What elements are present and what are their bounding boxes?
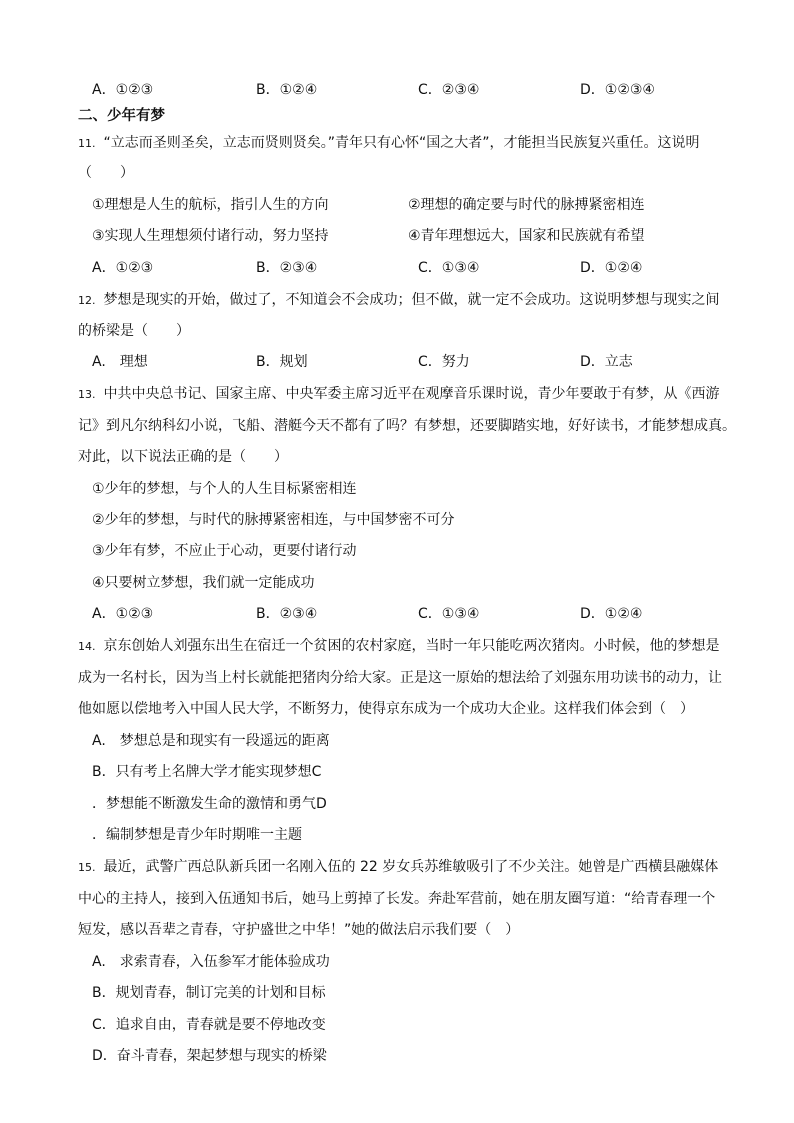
question-13-statement-1: ①少年的梦想，与个人的人生目标紧密相连 bbox=[92, 481, 357, 497]
question-15-option-d[interactable]: D．奋斗青春，架起梦想与现实的桥梁 bbox=[92, 1048, 327, 1064]
question-14-option-d[interactable]: ．编制梦想是青少年时期唯一主题 bbox=[92, 827, 302, 843]
section-title: 二、少年有梦 bbox=[78, 108, 165, 124]
question-12-option-c[interactable]: C．努力 bbox=[418, 354, 470, 370]
question-14-option-b[interactable]: B．只有考上名牌大学才能实现梦想C bbox=[92, 764, 322, 780]
question-11-statement-1: ①理想是人生的航标，指引人生的方向 bbox=[92, 197, 329, 213]
question-11-statement-4: ④青年理想远大，国家和民族就有希望 bbox=[408, 228, 645, 244]
question-15-line2: 中心的主持人，接到入伍通知书后，她马上剪掉了长发。奔赴军营前，她在朋友圈写道：“给青春理一个 bbox=[78, 891, 716, 907]
question-12-number: 12. bbox=[78, 294, 96, 307]
prev-option-a[interactable]: A．①②③ bbox=[92, 82, 154, 98]
question-14-line3: 他如愿以偿地考入中国人民大学，不断努力，使得京东成为一个成功大企业。这样我们体会到（ ） bbox=[78, 701, 694, 717]
question-15-line1: 15. 最近，武警广西总队新兵团一名刚入伍的 22 岁女兵苏维敏吸引了不少关注。她曾是广西横县融媒体 bbox=[78, 859, 719, 875]
question-15-option-a[interactable]: A. 求索青春，入伍参军才能体验成功 bbox=[92, 954, 330, 970]
question-13-line3: 对此，以下说法正确的是（ ） bbox=[78, 449, 288, 465]
question-15-line3: 短发，感以吾辈之青春，守护盛世之中华！”她的做法启示我们要（ ） bbox=[78, 922, 520, 938]
question-13-line1: 13. 中共中央总书记、国家主席、中央军委主席习近平在观摩音乐课时说，青少年要敢于有梦，从《西游 bbox=[78, 386, 720, 402]
prev-option-b[interactable]: B．①②④ bbox=[256, 82, 318, 98]
question-14-option-a[interactable]: A. 梦想总是和现实有一段遥远的距离 bbox=[92, 733, 330, 749]
question-13-statement-3: ③少年有梦，不应止于心动，更要付诸行动 bbox=[92, 543, 357, 559]
question-11-option-b[interactable]: B．②③④ bbox=[256, 260, 318, 276]
question-14-line2: 成为一名村长，因为当上村长就能把猪肉分给大家。正是这一原始的想法给了刘强东用功读书的动力，让 bbox=[78, 670, 722, 686]
question-14-option-c[interactable]: ．梦想能不断激发生命的激情和勇气D bbox=[92, 796, 327, 812]
question-13-option-b[interactable]: B．②③④ bbox=[256, 606, 318, 622]
question-13-option-c[interactable]: C．①③④ bbox=[418, 606, 480, 622]
question-15-option-b[interactable]: B．规划青春，制订完美的计划和目标 bbox=[92, 985, 326, 1001]
question-12-option-b[interactable]: B．规划 bbox=[256, 354, 308, 370]
question-14-number: 14. bbox=[78, 640, 96, 653]
question-12-line2: 的桥梁是（ ） bbox=[78, 323, 190, 339]
prev-option-d[interactable]: D．①②③④ bbox=[580, 82, 655, 98]
question-11-statement-3: ③实现人生理想须付诸行动，努力坚持 bbox=[92, 228, 329, 244]
question-13-option-a[interactable]: A．①②③ bbox=[92, 606, 154, 622]
question-13-statement-2: ②少年的梦想，与时代的脉搏紧密相连，与中国梦密不可分 bbox=[92, 512, 455, 528]
question-13-line2: 记》到凡尔纳科幻小说，飞船、潜艇今天不都有了吗？有梦想，还要脚踏实地，好好读书，才能梦想成真。 bbox=[78, 418, 736, 434]
question-13-statement-4: ④只要树立梦想，我们就一定能成功 bbox=[92, 575, 315, 591]
question-11-number: 11. bbox=[78, 137, 96, 150]
question-11-statement-2: ②理想的确定要与时代的脉搏紧密相连 bbox=[408, 197, 645, 213]
question-13-number: 13. bbox=[78, 388, 96, 401]
question-15-option-c[interactable]: C．追求自由，青春就是要不停地改变 bbox=[92, 1017, 326, 1033]
question-13-option-d[interactable]: D．①②④ bbox=[580, 606, 643, 622]
question-11-option-a[interactable]: A．①②③ bbox=[92, 260, 154, 276]
question-11-line2: （ ） bbox=[78, 165, 134, 181]
question-11-line1: 11. “立志而圣则圣矣，立志而贤则贤矣。”青年只有心怀“国之大者”，才能担当民族复兴重任。这说明 bbox=[78, 135, 700, 151]
question-12-line1: 12. 梦想是现实的开始，做过了，不知道会不会成功；但不做，就一定不会成功。这说明梦想与现实之间 bbox=[78, 292, 720, 308]
question-14-line1: 14. 京东创始人刘强东出生在宿迁一个贫困的农村家庭，当时一年只能吃两次猪肉。小时候，他的梦想是 bbox=[78, 638, 720, 654]
question-12-option-a[interactable]: A. 理想 bbox=[92, 354, 148, 370]
question-15-number: 15. bbox=[78, 861, 96, 874]
question-11-option-c[interactable]: C．①③④ bbox=[418, 260, 480, 276]
question-12-option-d[interactable]: D．立志 bbox=[580, 354, 633, 370]
prev-option-c[interactable]: C．②③④ bbox=[418, 82, 480, 98]
question-11-option-d[interactable]: D．①②④ bbox=[580, 260, 643, 276]
